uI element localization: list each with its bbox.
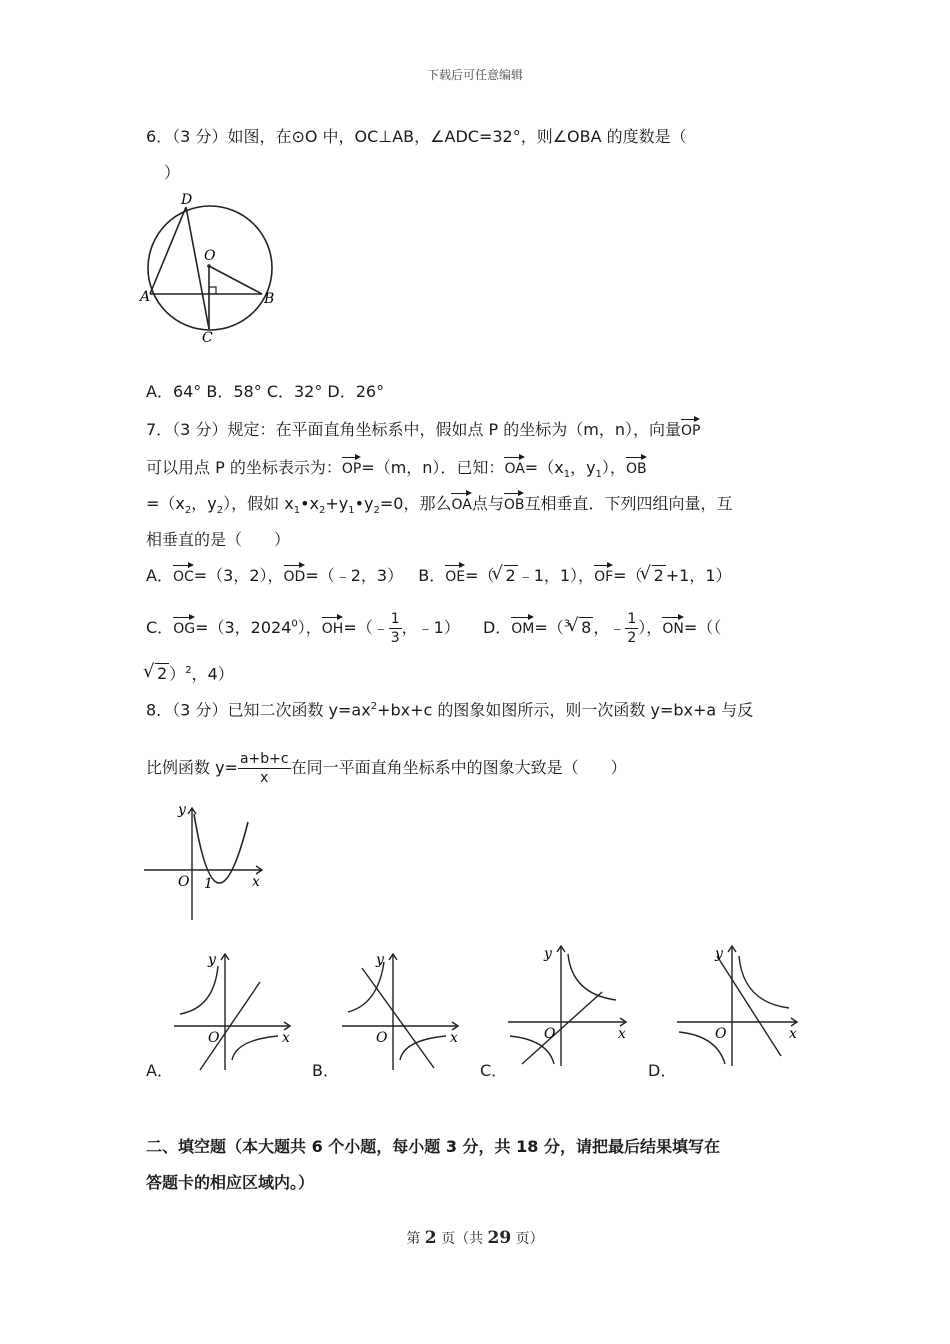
q6-label-A: A (140, 289, 151, 305)
q7-option-D-cont: √ 2 ）$^2$，4） (146, 660, 234, 685)
svg-text:x: x (789, 1026, 797, 1042)
svg-text:y: y (715, 946, 723, 962)
q8-option-B-graph (338, 948, 468, 1073)
q8-option-D-graph (675, 940, 805, 1070)
q8-option-A-label: A． (146, 1061, 173, 1080)
q6-label-D: D (181, 192, 193, 208)
total-pages: 29 (487, 1228, 512, 1248)
q7-line3: $=(x_2$，$y_2$），假如 $x_1•x_2+y_1•y_2=0$，那么OA点与OB互相垂直．下列四组向量，互 (146, 491, 732, 522)
q8-axis-y: y (178, 802, 186, 818)
svg-text:y: y (544, 946, 552, 962)
q7-option-C-D: C．OG=（3，2024$^0$），OH=（﹣ $\frac{1}{3}$ ，﹣1） D．OM=（$^3$√ 8 ，﹣ $\frac{1}{2}$ ），ON=（（ (146, 610, 721, 647)
svg-text:x: x (282, 1030, 290, 1046)
q8-axis-x: x (252, 874, 260, 890)
svg-text:y: y (208, 952, 216, 968)
q6-label-B: B (264, 291, 275, 307)
svg-text:x: x (618, 1026, 626, 1042)
q8-line2: 比例函数 y= $\frac{a+b+c}{x}$ 在同一平面直角坐标系中的图象大致是（ ） (146, 751, 627, 786)
q6-stem-end: ） (164, 163, 181, 182)
q6-label-C: C (202, 330, 213, 346)
page-number: 2 (424, 1228, 437, 1248)
q6-circle-figure (138, 190, 288, 350)
vector-OP: OP (681, 417, 700, 442)
svg-text:O: O (208, 1030, 220, 1046)
section2-title: 二、填空题（本大题共 6 个小题，每小题 3 分，共 18 分，请把最后结果填写在 (146, 1137, 720, 1156)
q8-parabola-figure (142, 800, 272, 925)
page-footer: 第 2 页（共 29 页） (406, 1228, 544, 1248)
q8-option-C-graph (506, 940, 636, 1070)
q8-origin: O (178, 874, 190, 890)
svg-text:O: O (376, 1030, 388, 1046)
q7-line1: 7．（3 分）规定：在平面直角坐标系中，假如点 P 的坐标为（m，n），向量OP (146, 417, 700, 442)
q8-line1: 8．（3 分）已知二次函数 $y=ax^2+bx+c$ 的图象如图所示，则一次函数 y=bx+a 与反 (146, 700, 754, 720)
q8-option-B-label: B． (312, 1061, 339, 1080)
page-header: 下载后可任意编辑 (426, 68, 523, 82)
q8-option-A-graph (170, 948, 300, 1073)
q7-line4: 相垂直的是（ ） (146, 530, 291, 549)
svg-text:y: y (376, 952, 384, 968)
q6-stem: 6．（3 分）如图，在⊙O 中，OC⊥AB，∠ADC=32°，则∠OBA 的度数是（ (146, 127, 687, 146)
q8-option-C-label: C． (480, 1061, 508, 1080)
svg-text:x: x (450, 1030, 458, 1046)
svg-text:O: O (544, 1026, 556, 1042)
q7-option-A-B: A．OC=（3，2），OD=（﹣2，3） B．OE=（√ 2 ﹣1，1），OF=（√ 2 +1，1） (146, 563, 732, 588)
section2-title-cont: 答题卡的相应区域内。） (146, 1173, 315, 1192)
q8-option-D-label: D． (648, 1061, 677, 1080)
svg-text:O: O (715, 1026, 727, 1042)
q7-line2: 可以用点 P 的坐标表示为：OP=（m，n）．已知：$OA=(x_1$，$y_1$），OB (146, 455, 647, 486)
q8-tick-1: 1 (204, 876, 213, 892)
q6-label-O: O (204, 248, 216, 264)
q6-options: A．64° B．58° C．32° D．26° (146, 382, 385, 401)
